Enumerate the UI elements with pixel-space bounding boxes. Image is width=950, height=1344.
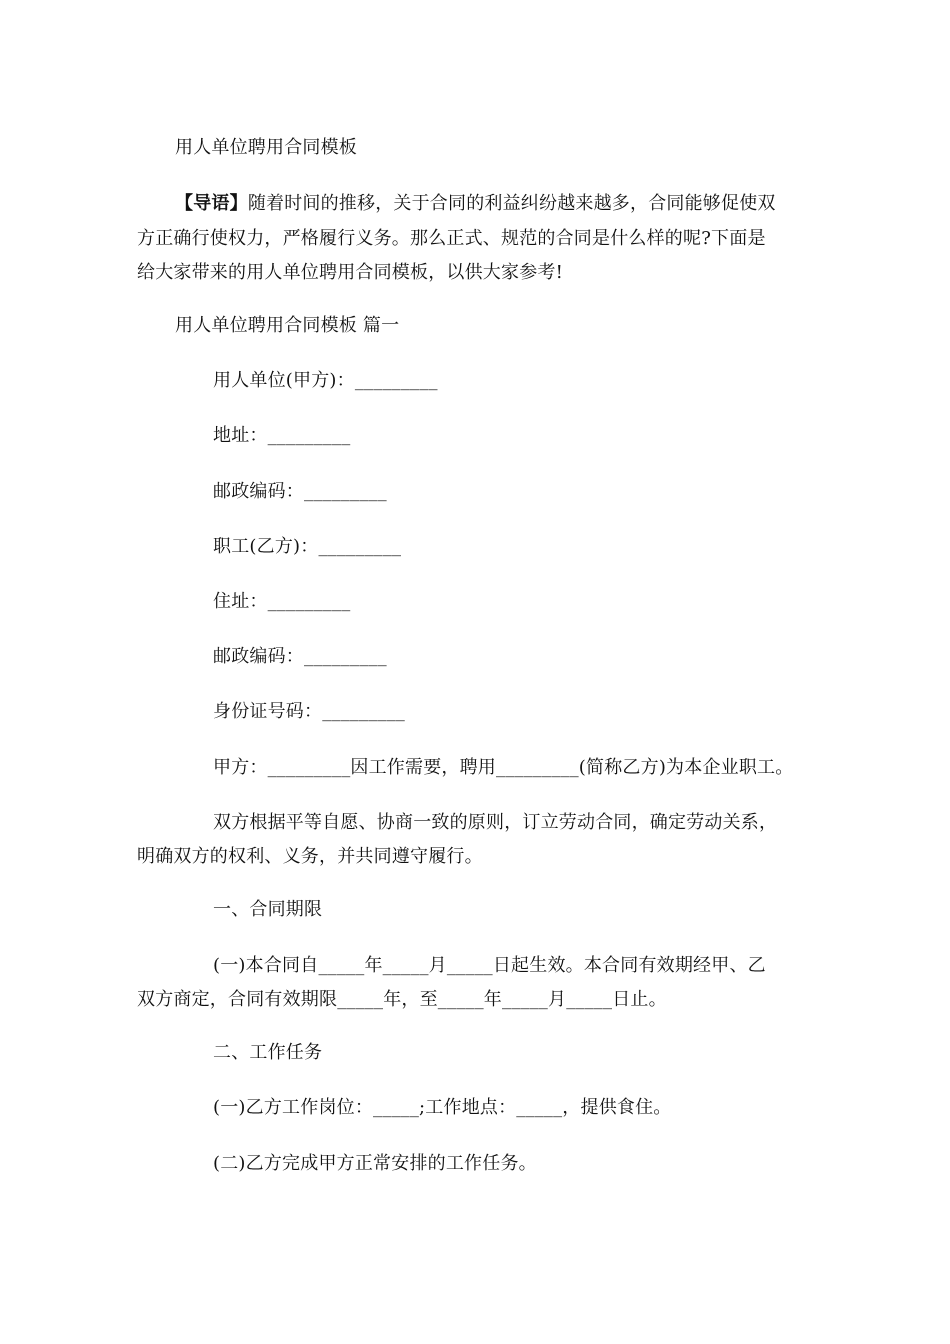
- intro-line-2: 方正确行使权力，严格履行义务。那么正式、规范的合同是什么样的呢?下面是: [137, 228, 766, 249]
- field-address: 地址：_________: [213, 425, 351, 446]
- field-postcode-employee: 邮政编码：_________: [213, 646, 387, 667]
- intro-line-1-text: 随着时间的推移，关于合同的利益纠纷越来越多，合同能够促使双: [247, 193, 776, 214]
- section-title: 用人单位聘用合同模板 篇一: [175, 315, 400, 336]
- hire-statement: 甲方：_________因工作需要，聘用_________(简称乙方)为本企业职工。: [213, 757, 794, 778]
- principle-line-1: 双方根据平等自愿、协商一致的原则，订立劳动合同，确定劳动关系，: [213, 812, 778, 833]
- field-employer: 用人单位(甲方)：_________: [213, 370, 438, 391]
- tasks-item-2: (二)乙方完成甲方正常安排的工作任务。: [213, 1153, 537, 1174]
- intro-line-3: 给大家带来的用人单位聘用合同模板，以供大家参考!: [137, 262, 564, 283]
- intro-line-1: [175, 193, 776, 215]
- field-residence: 住址：_________: [213, 591, 351, 612]
- term-item-1-line-1: (一)本合同自_____年_____月_____日起生效。本合同有效期经甲、乙: [213, 955, 766, 976]
- term-item-1-line-2: 双方商定，合同有效期限_____年，至_____年_____月_____日止。: [137, 989, 667, 1010]
- principle-line-2: 明确双方的权利、义务，并共同遵守履行。: [137, 846, 483, 867]
- field-employee: 职工(乙方)：_________: [213, 536, 402, 557]
- tasks-heading: 二、工作任务: [213, 1042, 323, 1063]
- tasks-item-1: (一)乙方工作岗位：_____;工作地点：_____，提供食住。: [213, 1097, 672, 1118]
- field-id-number: 身份证号码：_________: [213, 701, 405, 722]
- term-heading: 一、合同期限: [213, 899, 323, 920]
- intro-lead: 【导语】: [175, 193, 248, 214]
- field-postcode-employer: 邮政编码：_________: [213, 481, 387, 502]
- document-title: 用人单位聘用合同模板: [175, 137, 357, 158]
